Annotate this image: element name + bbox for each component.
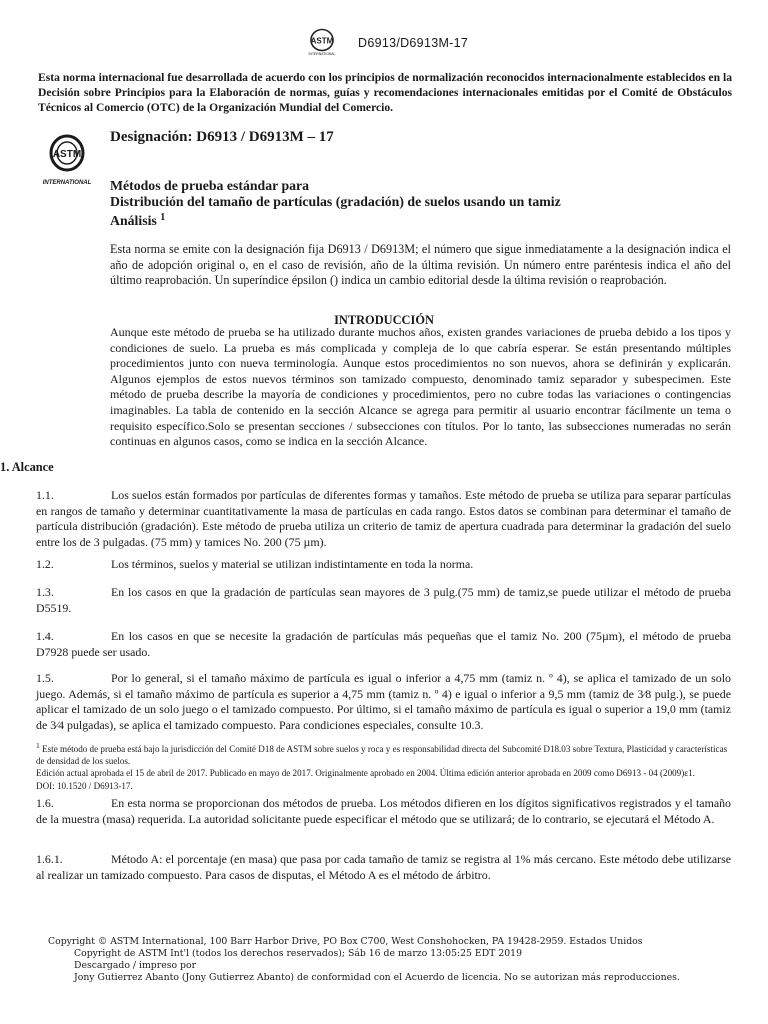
- wto-notice: Esta norma internacional fue desarrollada de acuerdo con los principios de normalización reconocidos internacionalmente establecidos en la Decisión sobre Principios para la Elaboración de normas, guías y recomendaciones internacionales emitidas por el Comité de Obstáculos Técnicos al Comercio (OTC) de la Organización Mundial del Comercio.: [38, 71, 732, 114]
- paragraph-1-2: [36, 557, 731, 573]
- section-heading-scope: 1. Alcance: [0, 460, 54, 474]
- paragraph-number: 1.1.: [36, 488, 54, 502]
- paragraph-1-4: [36, 629, 731, 660]
- footnote-line-1: [36, 740, 731, 767]
- svg-text:ASTM: ASTM: [310, 36, 334, 46]
- document-code: D6913/D6913M-17: [358, 36, 469, 50]
- paragraph-text: En esta norma se proporcionan dos métodos de prueba. Los métodos difieren en los dígitos significativos registrados y el tamaño de la muestra (masa) requerida. La autoridad solicitante puede especificar el método que se utilizará; de lo contrario, se ejecutará el Método A.: [36, 796, 731, 826]
- paragraph-number: 1.2.: [36, 557, 54, 571]
- introduction-text: Aunque este método de prueba se ha utilizado durante muchos años, existen grandes variaciones de prueba debido a los tipos y condiciones de suelo. La prueba es más complicada y compleja de lo que cabría esperar. Se están presentando múltiples procedimientos junto con nueva terminología. Aunque estos procedimientos no son nuevos, ahora se definirán y explicarán. Algunos ejemplos de estos nuevos términos son tamizado compuesto, denominado tamiz separador y subespecimen. Este método de prueba describe la mayoría de condiciones y procedimientos, pero no cubre todas las variaciones o contingencias imaginables. La tabla de contenido en la sección Alcance se agrega para permitir al usuario encontrar fácilmente un tema o requisito específico.Solo se presentan secciones / subsecciones con títulos. Por lo tanto, las subsecciones numeradas no serán continuas en algunos casos, como se indica en la sección Alcance.: [110, 325, 731, 449]
- introduction-heading: INTRODUCCIÓN: [334, 313, 434, 327]
- footnote-line-3: DOI: 10.1520 / D6913-17.: [36, 780, 133, 791]
- copyright-block: [48, 936, 738, 984]
- footnote: [36, 740, 731, 792]
- svg-text:INTERNATIONAL: INTERNATIONAL: [308, 52, 336, 56]
- paragraph-text: En los casos en que se necesite la gradación de partículas más pequeñas que el tamiz No. 200 (75µm), el método de prueba D7928 puede ser usado.: [36, 629, 731, 659]
- astm-logo-large: [38, 132, 96, 188]
- paragraph-text: Los suelos están formados por partículas de diferentes formas y tamaños. Este método de prueba se utiliza para separar partículas en rangos de tamaño y determinar cuantitativamente la masa de partículas en cada rango. Estos datos se combinan para determinar el tamaño de partícula distribución (gradación). Este método de prueba utiliza un criterio de tamiz de apertura cuadrada para determinar la gradación del suelo entre los de 3 pulgadas. (75 mm) y tamices No. 200 (75 µm).: [36, 488, 731, 549]
- standard-title: [110, 178, 670, 229]
- designation: Designación: D6913 / D6913M – 17: [110, 129, 334, 145]
- copyright-line-4: Jony Gutierrez Abanto (Jony Gutierrez Abanto) de conformidad con el Acuerdo de licencia. No se autorizan más reproducciones.: [74, 971, 680, 983]
- footnote-text-1: Este método de prueba está bajo la jurisdicción del Comité D18 de ASTM sobre suelos y roca y es responsabilidad directa del Subcomité D18.03 sobre Textura, Plasticidad y características de densidad de los suelos.: [36, 744, 728, 767]
- svg-text:ASTM: ASTM: [52, 149, 82, 160]
- title-line-3: [110, 210, 670, 229]
- paragraph-text: En los casos en que la gradación de partículas sean mayores de 3 pulg.(75 mm) de tamiz,se puede utilizar el método de prueba D5519.: [36, 585, 731, 615]
- title-line-2: Distribución del tamaño de partículas (gradación) de suelos usando un tamiz: [110, 194, 561, 209]
- paragraph-1-3: [36, 585, 731, 616]
- paragraph-text: Por lo general, si el tamaño máximo de partícula es igual o inferior a 4,75 mm (tamiz n. º 4), se aplica el tamizado de un solo juego. Además, si el tamaño máximo de partícula es superior a 4,75 mm (tamiz n. º 4) e igual o inferior a 9,5 mm (tamiz de 3⁄8 pulg.), se puede aplicar el tamizado de un solo juego o el tamizado compuesto. Por último, si el tamaño máximo de partícula es igual o superior a 19,0 mm (tamiz de 3⁄4 pulgadas), se aplica el tamizado compuesto. Para condiciones especiales, consulte 10.3.: [36, 671, 731, 732]
- paragraph-number: 1.5.: [36, 671, 54, 685]
- copyright-line-3: Descargado / impreso por: [74, 959, 197, 971]
- astm-logo-small: [304, 27, 340, 57]
- paragraph-number: 1.3.: [36, 585, 54, 599]
- designation-note: Esta norma se emite con la designación fija D6913 / D6913M; el número que sigue inmediatamente a la designación indica el año de adopción original o, en el caso de revisión, año de la última revisión. Un número entre paréntesis indica el año del último reaprobación. Un superíndice épsilon () indica un cambio editorial desde la última revisión o reaprobación.: [110, 242, 731, 288]
- title-line-1: Métodos de prueba estándar para: [110, 178, 310, 193]
- paragraph-1-5: [36, 671, 731, 733]
- paragraph-1-6-1: [36, 852, 731, 883]
- title-line-3-text: Análisis: [110, 213, 157, 228]
- paragraph-text: Los términos, suelos y material se utilizan indistintamente en toda la norma.: [111, 557, 474, 571]
- copyright-line-2: Copyright de ASTM Int'l (todos los derechos reservados); Sáb 16 de marzo 13:05:25 EDT 2019: [74, 947, 522, 959]
- footnote-line-2: Edición actual aprobada el 15 de abril de 2017. Publicado en mayo de 2017. Originalmente aprobado en 2004. Última edición anterior aprobada en 2009 como D6913 - 04 (2009)ε1.: [36, 768, 695, 779]
- paragraph-1-6: [36, 796, 731, 827]
- footnote-ref: 1: [36, 741, 40, 750]
- paragraph-text: Método A: el porcentaje (en masa) que pasa por cada tamaño de tamiz se registra al 1% más cercano. Este método debe utilizarse al realizar un tamizado compuesto. Para casos de disputas, el Método A es el método de árbitro.: [36, 852, 731, 882]
- copyright-line-1: Copyright © ASTM International, 100 Barr Harbor Drive, PO Box C700, West Conshohocken, PA 19428-2959. Estados Unidos: [48, 936, 643, 947]
- paragraph-number: 1.4.: [36, 629, 54, 643]
- footnote-marker: 1: [160, 212, 166, 223]
- svg-text:INTERNATIONAL: INTERNATIONAL: [42, 180, 92, 186]
- paragraph-number: 1.6.: [36, 796, 54, 810]
- paragraph-1-1: [36, 488, 731, 550]
- paragraph-number: 1.6.1.: [36, 852, 63, 866]
